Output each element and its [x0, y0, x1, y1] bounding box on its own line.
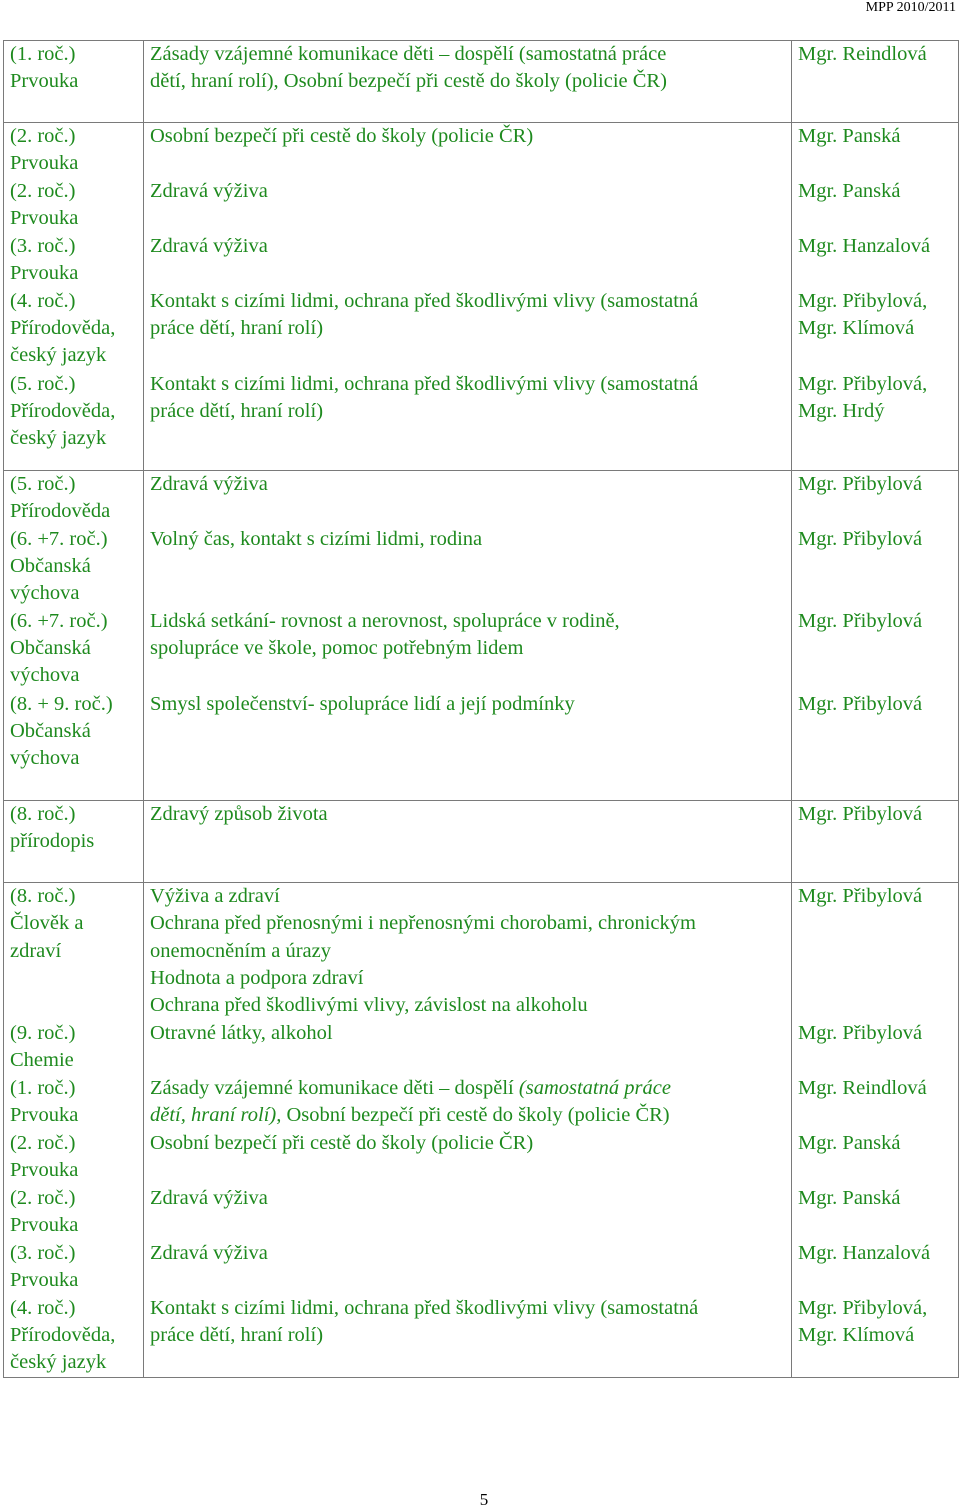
text-line: Kontakt s cizími lidmi, ochrana před škodlivými vlivy (samostatná: [150, 1296, 699, 1319]
text-line: Mgr. Panská: [798, 1131, 901, 1154]
class-subject-cell: [4, 526, 144, 608]
text-line: Mgr. Přibylová: [798, 527, 923, 550]
text-line: zdraví: [10, 939, 62, 962]
topic-cell: [144, 1020, 792, 1075]
text-line: (6. +7. roč.): [10, 609, 108, 632]
topic-text: Osobní bezpečí při cestě do školy (policie ČR): [281, 1103, 670, 1126]
topic-text-italic: dětí, hraní rolí),: [150, 1103, 282, 1126]
text-line: Zdravá výživa: [150, 473, 268, 496]
text-line: Volný čas, kontakt s cizími lidmi, rodina: [150, 527, 483, 550]
text-line: Mgr. Klímová: [798, 316, 915, 339]
table-row: [4, 178, 959, 233]
text-line: výchova: [10, 582, 80, 605]
text-line: Zdravá výživa: [150, 179, 268, 202]
teacher-cell: [792, 691, 959, 801]
text-line: (5. roč.): [10, 372, 76, 395]
text-line: (5. roč.): [10, 473, 76, 496]
teacher-cell: [792, 1240, 959, 1295]
text-line: Přírodověda,: [10, 399, 116, 422]
class-subject-cell: [4, 123, 144, 178]
topic-text-italic: (samostatná práce: [518, 1076, 671, 1099]
text-line: práce dětí, hraní rolí): [150, 316, 324, 339]
text-line: Mgr. Přibylová: [798, 803, 923, 826]
text-line: (3. roč.): [10, 234, 76, 257]
text-line: Prvouka: [10, 1213, 79, 1236]
teacher-cell: [792, 233, 959, 288]
text-line: Prvouka: [10, 206, 79, 229]
topic-cell: [144, 801, 792, 883]
text-line: (2. roč.): [10, 1186, 76, 1209]
topic-cell: [144, 371, 792, 471]
page-number: 5: [479, 1490, 489, 1509]
text-line: Mgr. Přibylová,: [798, 1296, 928, 1319]
text-line: práce dětí, hraní rolí): [150, 399, 324, 422]
class-subject-cell: [4, 288, 144, 371]
text-line: dětí, hraní rolí), Osobní bezpečí při cestě do školy (policie ČR): [150, 70, 667, 93]
text-line: Prvouka: [10, 1158, 79, 1181]
teacher-cell: [792, 123, 959, 178]
class-subject-cell: [4, 1185, 144, 1240]
text-line: Mgr. Panská: [798, 179, 901, 202]
table-row: [4, 691, 959, 801]
text-line: Mgr. Přibylová: [798, 609, 923, 632]
text-line: český jazyk: [10, 427, 107, 450]
text-line: (2. roč.): [10, 125, 76, 147]
text-line: Smysl společenství- spolupráce lidí a její podmínky: [150, 692, 575, 715]
class-subject-cell: [4, 471, 144, 526]
text-line: (4. roč.): [10, 289, 76, 312]
text-line: Zdravý způsob života: [150, 803, 328, 826]
text-line: Přírodověda,: [10, 1323, 116, 1346]
text-line: (1. roč.): [10, 1076, 76, 1099]
table-row: [4, 471, 959, 526]
class-subject-cell: [4, 178, 144, 233]
class-subject-cell: [4, 1295, 144, 1378]
text-line: Mgr. Klímová: [798, 1323, 915, 1346]
text-line: (2. roč.): [10, 179, 76, 202]
teacher-cell: [792, 41, 959, 123]
text-line: Mgr. Přibylová: [798, 692, 923, 715]
text-line: český jazyk: [10, 344, 107, 367]
teacher-cell: [792, 288, 959, 371]
table-row: [4, 233, 959, 288]
table-row: [4, 883, 959, 1020]
class-subject-cell: [4, 1130, 144, 1185]
text-line: Prvouka: [10, 152, 79, 175]
text-line: Mgr. Panská: [798, 1186, 901, 1209]
table-row: [4, 123, 959, 178]
text-line: Mgr. Panská: [798, 125, 901, 147]
text-line: Prvouka: [10, 1103, 79, 1126]
class-subject-cell: [4, 801, 144, 883]
text-line: spolupráce ve škole, pomoc potřebným lidem: [150, 636, 524, 659]
text-line: český jazyk: [10, 1351, 107, 1374]
text-line: Mgr. Hanzalová: [798, 234, 931, 257]
text-line: Prvouka: [10, 261, 79, 284]
table-row: [4, 1130, 959, 1185]
text-line: Člověk a: [10, 912, 84, 935]
text-line: Mgr. Přibylová: [798, 885, 923, 908]
teacher-cell: [792, 1130, 959, 1185]
text-line: (1. roč.): [10, 43, 76, 65]
text-line: výchova: [10, 664, 80, 687]
topic-cell: [144, 288, 792, 371]
text-line: onemocněním a úrazy: [150, 939, 332, 962]
teacher-cell: [792, 883, 959, 1020]
topic-cell: [144, 123, 792, 178]
table-row: [4, 801, 959, 883]
class-subject-cell: [4, 233, 144, 288]
topic-cell: [144, 1075, 792, 1130]
class-subject-cell: [4, 1240, 144, 1295]
table-row: [4, 1240, 959, 1295]
text-line: Hodnota a podpora zdraví: [150, 967, 364, 990]
text-line: Prvouka: [10, 70, 79, 93]
text-line: (9. roč.): [10, 1021, 76, 1044]
activities-table: [3, 40, 959, 1378]
table-row: [4, 41, 959, 123]
text-line: práce dětí, hraní rolí): [150, 1323, 324, 1346]
teacher-cell: [792, 1020, 959, 1075]
text-line: Mgr. Hanzalová: [798, 1241, 931, 1264]
text-line: (6. +7. roč.): [10, 527, 108, 550]
table-row: [4, 1185, 959, 1240]
text-line: Mgr. Přibylová: [798, 1021, 923, 1044]
topic-cell: [144, 608, 792, 691]
text-line: Osobní bezpečí při cestě do školy (policie ČR): [150, 1131, 534, 1154]
text-line: Mgr. Reindlová: [798, 1076, 927, 1099]
document-header-code: MPP 2010/2011: [865, 0, 956, 15]
text-line: přírodopis: [10, 830, 95, 853]
class-subject-cell: [4, 1075, 144, 1130]
text-line: Osobní bezpečí při cestě do školy (policie ČR): [150, 125, 534, 147]
table-row: [4, 1075, 959, 1130]
table-row: [4, 371, 959, 471]
text-line: (3. roč.): [10, 1241, 76, 1264]
teacher-cell: [792, 801, 959, 883]
text-line: Otravné látky, alkohol: [150, 1021, 333, 1044]
topic-cell: [144, 1295, 792, 1378]
text-line: Výživa a zdraví: [150, 885, 280, 908]
text-line: Lidská setkání- rovnost a nerovnost, spolupráce v rodině,: [150, 609, 620, 632]
text-line: (4. roč.): [10, 1296, 76, 1319]
class-subject-cell: [4, 1020, 144, 1075]
text-line: Zdravá výživa: [150, 1241, 268, 1264]
table-row: [4, 526, 959, 608]
teacher-cell: [792, 471, 959, 526]
text-line: Zdravá výživa: [150, 234, 268, 257]
text-line: Mgr. Reindlová: [798, 43, 927, 65]
class-subject-cell: [4, 608, 144, 691]
teacher-cell: [792, 608, 959, 691]
text-line: Mgr. Přibylová,: [798, 289, 928, 312]
topic-text: Zásady vzájemné komunikace děti – dospělí: [150, 1076, 519, 1099]
text-line: Chemie: [10, 1048, 74, 1071]
topic-cell: [144, 233, 792, 288]
teacher-cell: [792, 178, 959, 233]
class-subject-cell: [4, 883, 144, 1020]
text-line: výchova: [10, 747, 80, 770]
text-line: Občanská: [10, 636, 91, 659]
topic-cell: [144, 1240, 792, 1295]
table-row: [4, 288, 959, 371]
teacher-cell: [792, 1075, 959, 1130]
teacher-cell: [792, 371, 959, 471]
text-line: Ochrana před přenosnými i nepřenosnými chorobami, chronickým: [150, 912, 696, 935]
topic-cell: [144, 471, 792, 526]
table-row: [4, 1295, 959, 1378]
text-line: (8. + 9. roč.): [10, 692, 113, 715]
text-line: Kontakt s cizími lidmi, ochrana před škodlivými vlivy (samostatná: [150, 289, 699, 312]
table-row: [4, 608, 959, 691]
teacher-cell: [792, 526, 959, 608]
teacher-cell: [792, 1295, 959, 1378]
text-line: (2. roč.): [10, 1131, 76, 1154]
text-line: Občanská: [10, 719, 91, 742]
topic-cell: [144, 178, 792, 233]
text-line: (8. roč.): [10, 803, 76, 826]
text-line: Ochrana před škodlivými vlivy, závislost na alkoholu: [150, 994, 588, 1017]
class-subject-cell: [4, 691, 144, 801]
class-subject-cell: [4, 371, 144, 471]
topic-cell: [144, 1185, 792, 1240]
topic-cell: [144, 1130, 792, 1185]
topic-cell: [144, 41, 792, 123]
class-subject-cell: [4, 41, 144, 123]
text-line: (8. roč.): [10, 885, 76, 908]
text-line: Přírodověda: [10, 500, 111, 523]
text-line: Přírodověda,: [10, 316, 116, 339]
topic-cell: [144, 691, 792, 801]
text-line: Mgr. Přibylová,: [798, 372, 928, 395]
text-line: Zdravá výživa: [150, 1186, 268, 1209]
teacher-cell: [792, 1185, 959, 1240]
topic-cell: [144, 526, 792, 608]
text-line: Kontakt s cizími lidmi, ochrana před škodlivými vlivy (samostatná: [150, 372, 699, 395]
text-line: Mgr. Hrdý: [798, 399, 885, 422]
topic-cell: [144, 883, 792, 1020]
text-line: Zásady vzájemné komunikace děti – dospělí (samostatná práce: [150, 43, 667, 65]
text-line: Prvouka: [10, 1268, 79, 1291]
text-line: Mgr. Přibylová: [798, 473, 923, 496]
text-line: Občanská: [10, 554, 91, 577]
table-row: [4, 1020, 959, 1075]
